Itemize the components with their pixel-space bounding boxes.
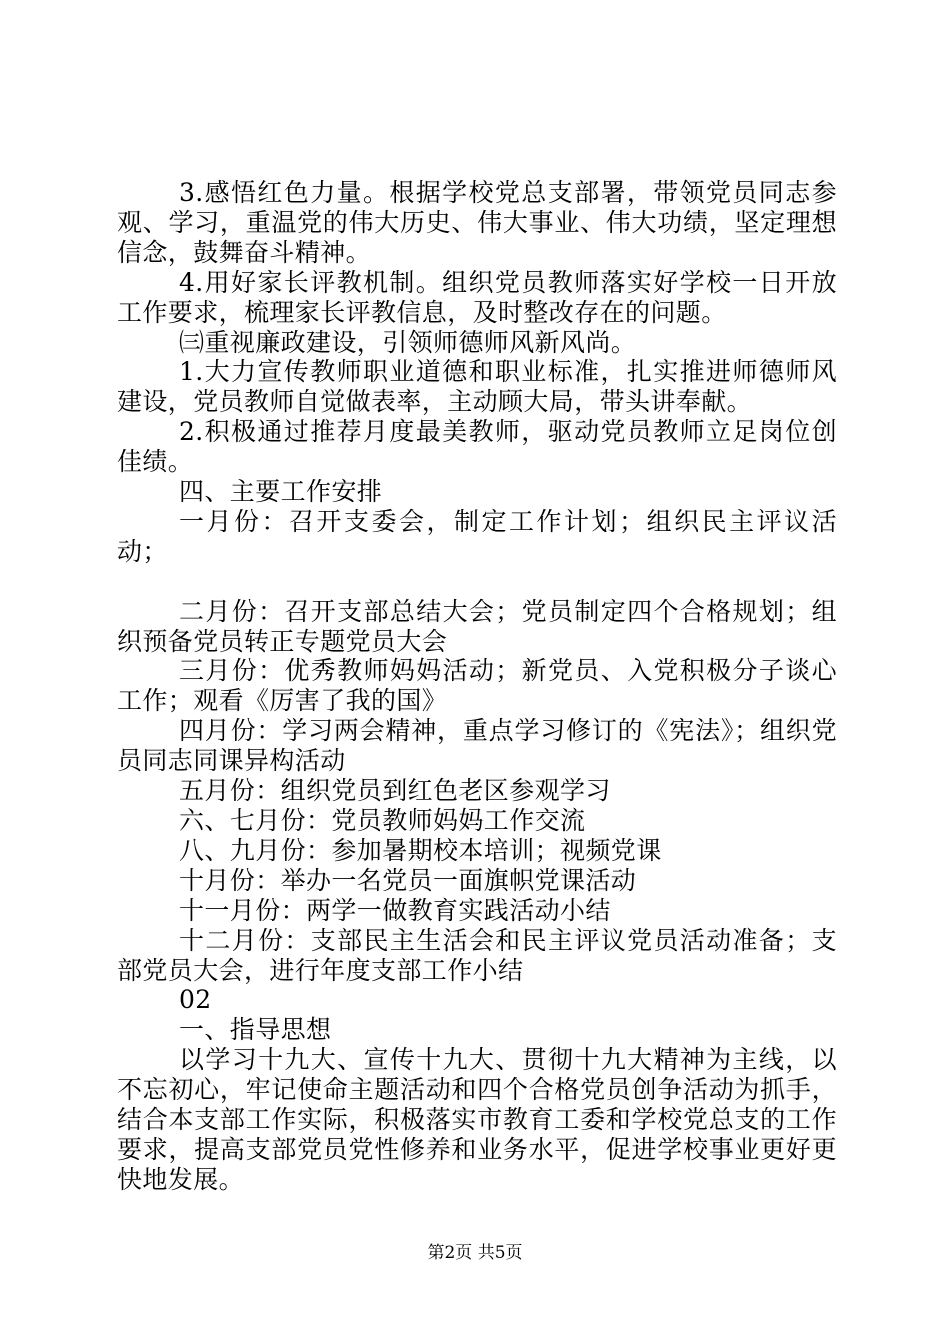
page-number-label: 第2页 共5页 <box>427 1243 523 1263</box>
schedule-april: 四月份：学习两会精神，重点学习修订的《宪法》；组织党员同志同课异构活动 <box>117 716 837 776</box>
paragraph-item-ethics-2: 2.积极通过推荐月度最美教师，驱动党员教师立足岗位创佳绩。 <box>117 417 837 477</box>
schedule-december: 十二月份：支部民主生活会和民主评议党员活动准备；支部党员大会，进行年度支部工作小结 <box>117 925 837 985</box>
schedule-january: 一月份：召开支委会，制定工作计划；组织民主评议活动； <box>117 506 837 566</box>
schedule-june-july: 六、七月份：党员教师妈妈工作交流 <box>179 806 586 836</box>
paragraph-item-3: 3.感悟红色力量。根据学校党总支部署，带领党员同志参观、学习，重温党的伟大历史、伟大事业、伟大功绩，坚定理想信念，鼓舞奋斗精神。 <box>117 178 837 267</box>
schedule-august-september: 八、九月份：参加暑期校本培训；视频党课 <box>179 835 662 865</box>
schedule-november: 十一月份：两学一做教育实践活动小结 <box>179 895 611 925</box>
section-heading-schedule: 四、主要工作安排 <box>179 477 383 507</box>
section-heading-integrity: ㈢重视廉政建设，引领师德师风新风尚。 <box>179 327 637 357</box>
schedule-february: 二月份：召开支部总结大会；党员制定四个合格规划；组织预备党员转正专题党员大会 <box>117 596 837 656</box>
paragraph-guiding-ideology: 以学习十九大、宣传十九大、贯彻十九大精神为主线，以不忘初心，牢记使命主题活动和四个合格党员创争活动为抓手，结合本支部工作实际，积极落实市教育工委和学校党总支的工作要求，提高支部党员党性修养和业务水平，促进学校事业更好更快地发展。 <box>117 1045 837 1194</box>
document-body <box>117 178 837 1195</box>
schedule-march: 三月份：优秀教师妈妈活动；新党员、入党积极分子谈心工作；观看《厉害了我的国》 <box>117 656 837 716</box>
section-number: 02 <box>179 985 212 1015</box>
section-heading-guiding-ideology: 一、指导思想 <box>179 1015 332 1045</box>
paragraph-item-ethics-1: 1.大力宣传教师职业道德和职业标准，扎实推进师德师风建设，党员教师自觉做表率，主动顾大局，带头讲奉献。 <box>117 357 837 417</box>
paragraph-item-4: 4.用好家长评教机制。组织党员教师落实好学校一日开放工作要求，梳理家长评教信息，及时整改存在的问题。 <box>117 267 837 327</box>
schedule-october: 十月份：举办一名党员一面旗帜党课活动 <box>179 865 637 895</box>
page-footer <box>0 1242 950 1264</box>
schedule-may: 五月份：组织党员到红色老区参观学习 <box>179 776 611 806</box>
